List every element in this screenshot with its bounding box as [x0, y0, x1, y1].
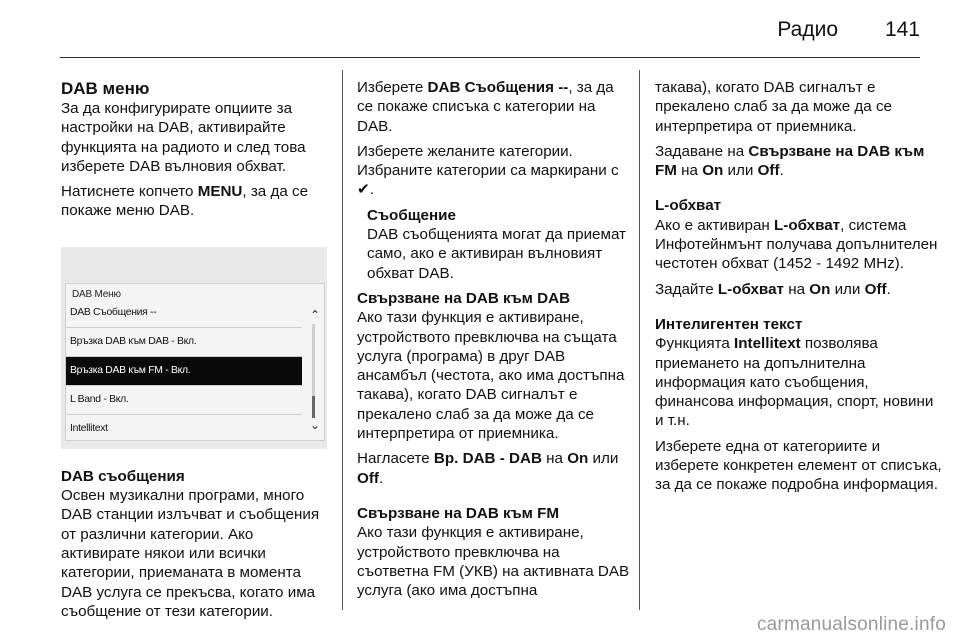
text: .: [378, 469, 384, 487]
text: .: [886, 280, 891, 298]
paragraph: За да конфигурирате опциите за настройки на DAB, активирайте функцията на радиото и след това изберете DAB вълновия обхват.: [61, 100, 306, 175]
column-2: [357, 78, 633, 606]
text: Ако е активиран: [655, 216, 775, 234]
note-title: Съобщение: [367, 206, 456, 224]
menu-item-selected[interactable]: Връзка DAB към FM - Вкл.: [66, 357, 302, 386]
note-text: DAB съобщенията могат да приемат само, ако е активиран вълновият обхват DAB.: [367, 226, 627, 282]
text: или: [830, 280, 865, 298]
paragraph: [357, 449, 633, 488]
text: позволява приемането на допълнителна информация като съобщения, финансова информация, спорт, новини и т.н.: [655, 335, 934, 430]
paragraph: [357, 78, 633, 136]
text: Задаване на: [655, 142, 749, 160]
menu-ref: L-обхват: [717, 280, 784, 298]
chevron-up-icon[interactable]: ⌃: [309, 307, 320, 322]
text: или: [723, 162, 758, 180]
paragraph: [655, 334, 945, 430]
text: , система Инфотейнмънт получава допълнителен честотен обхват (1452 - 1492 MHz).: [655, 216, 938, 273]
paragraph: Ако тази функция е активиране, устройството превключва на същата услуга (програма) в друг DAB ансамбъл (честота, ако има достъпна такава), когато DAB сигналът е прекалено слаб за да може да се интерпретира от приемника.: [357, 309, 625, 443]
menu-panel: [65, 283, 325, 441]
menu-title: DAB Меню: [72, 288, 121, 300]
menu-item[interactable]: L Band - Вкл.: [66, 386, 302, 415]
option-on: On: [809, 280, 831, 298]
paragraph: [655, 142, 945, 181]
key-name: MENU: [197, 183, 243, 201]
paragraph: [655, 280, 945, 299]
section-title: L-обхват: [655, 197, 722, 215]
watermark: carmanualsonline.info: [756, 614, 946, 635]
menu-ref: Свързване на DAB към FM: [655, 142, 925, 180]
paragraph: Изберете желаните категории. Избраните категории са маркирани с ✔.: [357, 142, 619, 199]
menu-ref: Вр. DAB - DAB: [433, 450, 542, 468]
text: , за да се покаже списъка с категории на DAB.: [357, 79, 614, 135]
column-1: [61, 78, 333, 627]
page-number: 141: [884, 18, 920, 41]
text: Натиснете копчето: [61, 183, 198, 201]
paragraph: Ако тази функция е активиране, устройството превключва на съответна FM (УКВ) на активната DAB услуга (ако има достъпна: [357, 524, 630, 600]
note-box: [357, 206, 633, 283]
text: или: [588, 450, 619, 468]
text: Задайте: [655, 280, 718, 298]
option-on: On: [702, 162, 724, 180]
paragraph: [61, 182, 333, 221]
paragraph: [655, 216, 945, 274]
paragraph: Изберете една от категориите и изберете конкретен елемент от списъка, за да се покаже подробна информация.: [655, 437, 942, 494]
section-title: Свързване на DAB към DAB: [357, 289, 571, 307]
column-divider: [342, 70, 343, 610]
section-title: DAB меню: [61, 79, 150, 98]
column-divider: [639, 70, 640, 610]
text: на: [676, 162, 703, 180]
menu-ref: L-обхват: [774, 216, 841, 234]
menu-list: [66, 299, 302, 443]
menu-ref: Intellitext: [734, 335, 801, 353]
text: Изберете: [357, 79, 428, 96]
column-3: [655, 78, 945, 501]
text: Нагласете: [357, 450, 434, 468]
menu-ref: DAB Съобщения --: [427, 79, 569, 96]
text: , за да се покаже меню DAB.: [61, 183, 309, 220]
chapter-title: Радио: [777, 18, 838, 41]
menu-item[interactable]: DAB Съобщения --: [66, 299, 302, 328]
scrollbar-thumb[interactable]: [312, 396, 315, 418]
text: .: [779, 162, 784, 180]
dab-menu-screenshot: [61, 247, 327, 449]
text: Функцията: [655, 335, 735, 353]
paragraph: Освен музикални програми, много DAB станции излъчват и съобщения от различни категории. Ако активирате някои или всички категории, приеманата в момента DAB услуга се прекъсва, когато има съобщение от тези категории.: [61, 487, 320, 620]
paragraph: такава), когато DAB сигналът е прекалено слаб за да може да се интерпретира от приемника.: [655, 79, 892, 135]
chevron-down-icon[interactable]: ⌄: [309, 418, 320, 433]
option-off: Off: [357, 469, 379, 487]
header-divider: [60, 57, 920, 58]
section-title: Свързване на DAB към FM: [357, 504, 560, 522]
menu-item[interactable]: Връзка DAB към DAB - Вкл.: [66, 328, 302, 357]
option-on: On: [567, 450, 589, 468]
menu-item[interactable]: Intellitext: [70, 422, 108, 434]
option-off: Off: [757, 162, 780, 180]
text: на: [783, 280, 810, 298]
section-title: Интелигентен текст: [655, 315, 803, 333]
section-title: DAB съобщения: [61, 467, 185, 485]
option-off: Off: [864, 280, 887, 298]
text: на: [541, 450, 568, 468]
